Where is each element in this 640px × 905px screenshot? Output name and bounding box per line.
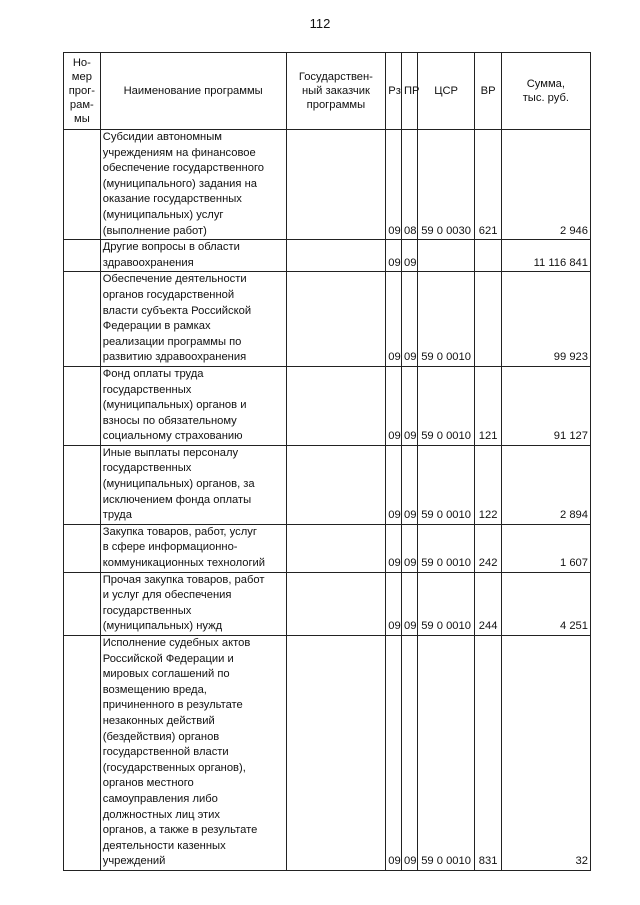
table-row [64, 445, 591, 524]
row-sum: 2 894 [501, 445, 590, 524]
row-pr: 09 [402, 445, 418, 524]
row-program-number [64, 130, 101, 240]
row-sum: 4 251 [501, 572, 590, 635]
row-vr: 242 [475, 524, 501, 572]
row-rz: 09 [386, 636, 402, 871]
row-sum: 2 946 [501, 130, 590, 240]
row-csr: 59 0 0010 [417, 524, 475, 572]
row-program-name: Исполнение судебных актов Российской Федерации и мировых соглашений по возмещению вреда, причиненного в результате незаконных действий (бездействия) органов государственной власти (государственных органов), органов местного самоуправления либо должностных лиц этих органов, а также в результате деятельности казенных учреждений [100, 636, 286, 871]
table-row [64, 366, 591, 445]
row-csr: 59 0 0010 [417, 636, 475, 871]
row-csr: 59 0 0030 [417, 130, 475, 240]
row-vr: 121 [475, 366, 501, 445]
row-vr: 244 [475, 572, 501, 635]
row-pr: 09 [402, 524, 418, 572]
row-program-name: Субсидии автономным учреждениям на финансовое обеспечение государственного (муниципального) задания на оказание государственных (муниципальных) услуг (выполнение работ) [100, 130, 286, 240]
row-sum: 32 [501, 636, 590, 871]
row-program-name: Обеспечение деятельности органов государственной власти субъекта Российской Федерации в рамках реализации программы по развитию здравоохранения [100, 272, 286, 367]
row-customer [286, 130, 386, 240]
row-pr: 08 [402, 130, 418, 240]
row-program-name: Фонд оплаты труда государственных (муниципальных) органов и взносы по обязательному социальному страхованию [100, 366, 286, 445]
header-pr: ПР [402, 53, 418, 130]
row-program-number [64, 636, 101, 871]
page-number: 112 [309, 16, 331, 31]
row-pr: 09 [402, 636, 418, 871]
row-sum: 11 116 841 [501, 240, 590, 272]
row-rz: 09 [386, 130, 402, 240]
row-program-name: Иные выплаты персоналу государственных (муниципальных) органов, за исключением фонда оплаты труда [100, 445, 286, 524]
row-program-name: Другие вопросы в области здравоохранения [100, 240, 286, 272]
table-row [64, 240, 591, 272]
row-program-number [64, 272, 101, 367]
row-customer [286, 366, 386, 445]
row-csr: 59 0 0010 [417, 445, 475, 524]
row-program-number [64, 366, 101, 445]
row-customer [286, 636, 386, 871]
row-csr: 59 0 0010 [417, 572, 475, 635]
row-rz: 09 [386, 240, 402, 272]
row-program-name: Закупка товаров, работ, услуг в сфере информационно- коммуникационных технологий [100, 524, 286, 572]
row-csr: 59 0 0010 [417, 366, 475, 445]
row-vr: 621 [475, 130, 501, 240]
row-sum: 91 127 [501, 366, 590, 445]
budget-table [63, 52, 591, 871]
row-vr: 831 [475, 636, 501, 871]
row-csr [417, 240, 475, 272]
table-row [64, 572, 591, 635]
table-row [64, 636, 591, 871]
table-header [64, 53, 591, 130]
row-rz: 09 [386, 366, 402, 445]
row-pr: 09 [402, 366, 418, 445]
row-pr: 09 [402, 572, 418, 635]
table-row [64, 272, 591, 367]
header-csr: ЦСР [417, 53, 475, 130]
row-pr: 09 [402, 272, 418, 367]
header-rz: Рз [386, 53, 402, 130]
row-customer [286, 524, 386, 572]
row-program-number [64, 572, 101, 635]
row-csr: 59 0 0010 [417, 272, 475, 367]
row-rz: 09 [386, 445, 402, 524]
row-program-name: Прочая закупка товаров, работ и услуг для обеспечения государственных (муниципальных) нужд [100, 572, 286, 635]
header-program-name: Наименование программы [100, 53, 286, 130]
header-customer: Государствен- ный заказчик программы [286, 53, 386, 130]
header-sum: Сумма, тыс. руб. [501, 53, 590, 130]
row-vr [475, 240, 501, 272]
row-rz: 09 [386, 572, 402, 635]
row-customer [286, 240, 386, 272]
row-program-number [64, 445, 101, 524]
table-body [64, 130, 591, 871]
row-rz: 09 [386, 524, 402, 572]
row-program-number [64, 240, 101, 272]
header-program-number: Но- мер прог- рам- мы [64, 53, 101, 130]
row-rz: 09 [386, 272, 402, 367]
row-customer [286, 445, 386, 524]
row-program-number [64, 524, 101, 572]
row-customer [286, 572, 386, 635]
row-pr: 09 [402, 240, 418, 272]
row-customer [286, 272, 386, 367]
header-vr: ВР [475, 53, 501, 130]
row-vr [475, 272, 501, 367]
row-vr: 122 [475, 445, 501, 524]
row-sum: 1 607 [501, 524, 590, 572]
table-row [64, 130, 591, 240]
row-sum: 99 923 [501, 272, 590, 367]
table-row [64, 524, 591, 572]
